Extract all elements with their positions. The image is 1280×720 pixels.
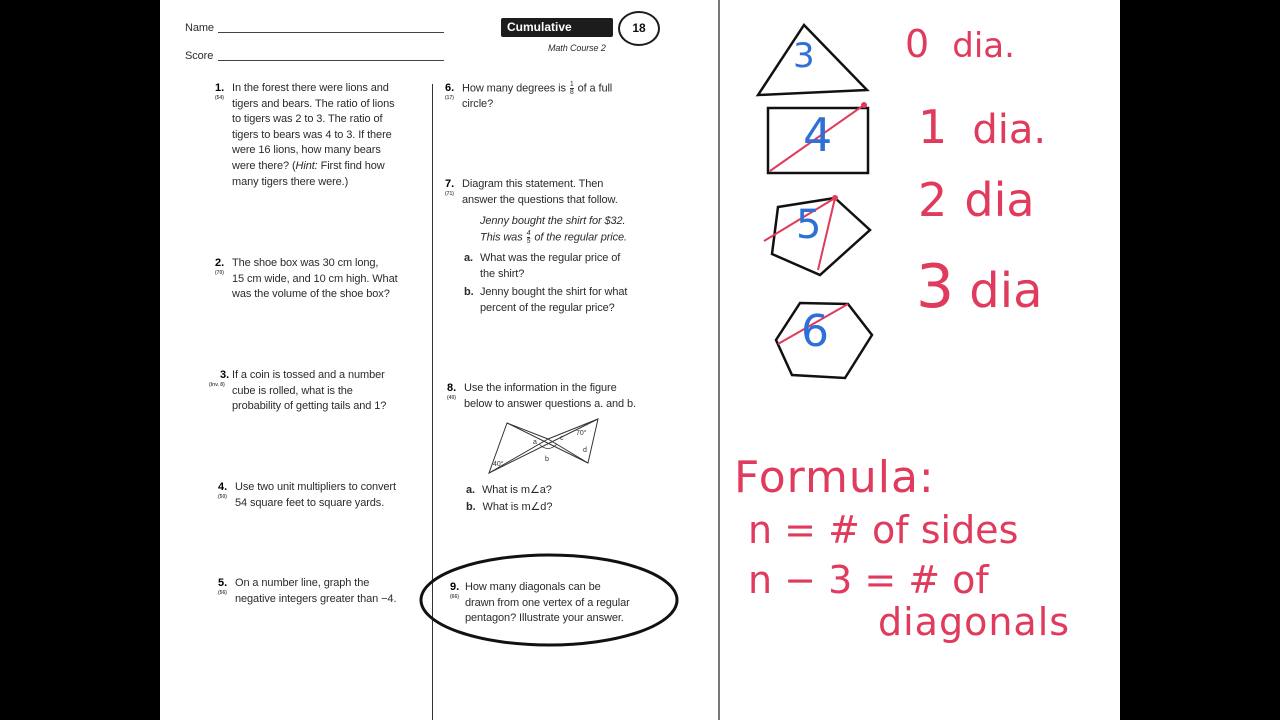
fig-label-c: c	[560, 435, 564, 442]
dia-label-3: 3 dia	[916, 252, 1043, 322]
question-line: circle?	[462, 98, 494, 110]
dia-label-1: 1 dia.	[918, 100, 1047, 154]
fraction: $\frac{1}{8}$	[569, 81, 574, 96]
statement-line: This was $\frac{4}{5}$ of the regular price.	[480, 229, 627, 245]
question-line: The shoe box was 30 cm long,	[232, 257, 379, 269]
question-line: pentagon? Illustrate your answer.	[465, 612, 624, 625]
question-number: 2.	[215, 257, 225, 269]
dia-label-0: 0 dia.	[905, 22, 1015, 66]
lesson-ref: (40)	[447, 395, 456, 401]
question-line: How many diagonals can be	[465, 581, 601, 593]
question-line: 54 square feet to square yards.	[235, 496, 385, 509]
question-line: If a coin is tossed and a number	[232, 369, 385, 381]
question-line: drawn from one vertex of a regular	[465, 596, 630, 609]
question-line: cube is rolled, what is the	[232, 384, 353, 397]
shape-number-5: 5	[796, 202, 822, 248]
question-number: 5.	[218, 577, 228, 589]
name-label: Name	[185, 22, 214, 34]
lesson-ref: (71)	[445, 191, 454, 197]
question-line: On a number line, graph the	[235, 577, 370, 589]
fig-angle-70: 70°	[576, 430, 587, 437]
question-line: How many degrees is $\frac{1}{8}$ of a full	[462, 81, 613, 96]
question-line: In the forest there were lions and	[232, 82, 389, 94]
question-number: 3.	[220, 369, 230, 381]
part-line: What is m∠d?	[482, 501, 553, 513]
question-line: Use the information in the figure	[464, 382, 617, 394]
part-line: What is m∠a?	[481, 484, 552, 496]
part-line: What was the regular price of	[480, 252, 621, 264]
question-line: answer the questions that follow.	[462, 193, 618, 206]
part-line: Jenny bought the shirt for what	[480, 286, 628, 298]
question-line: were there? (Hint: First find how	[232, 159, 385, 172]
banner-label: Cumulative	[507, 20, 572, 34]
formula-title: Formula:	[734, 452, 935, 503]
question-line: Diagram this statement. Then	[462, 178, 604, 190]
hint-word: Hint:	[295, 159, 318, 172]
worksheet-page	[160, 0, 720, 720]
question-number: 6.	[445, 82, 455, 94]
formula-line-3: diagonals	[878, 600, 1071, 644]
shape-number-3: 3	[793, 36, 815, 76]
test-number: 18	[632, 21, 646, 35]
lesson-ref: (17)	[445, 95, 454, 101]
screen-capture	[160, 0, 1120, 720]
question-line: below to answer questions a. and b.	[464, 397, 637, 410]
q9-circle-annotation	[415, 548, 683, 652]
test-number-badge	[618, 11, 660, 46]
name-line	[218, 32, 444, 33]
part-b: b. What is m∠d?	[466, 501, 553, 513]
dia-label-2: 2 dia	[918, 173, 1035, 227]
lesson-ref: (66)	[450, 594, 459, 600]
part-a: a. What was the regular price of the shirt?	[464, 251, 674, 282]
cumulative-banner	[501, 18, 613, 37]
shape-number-4: 4	[803, 108, 833, 162]
fig-label-b: b	[545, 456, 549, 463]
question-number: 9.	[450, 581, 460, 593]
question-line: Use two unit multipliers to convert	[235, 481, 396, 493]
bowtie-figure	[487, 417, 603, 477]
question-number: 8.	[447, 382, 457, 394]
lesson-ref: (Inv. 8)	[209, 382, 225, 388]
score-label: Score	[185, 50, 214, 62]
fig-angle-40: 40°	[493, 461, 504, 468]
score-line	[218, 60, 444, 61]
question-line: negative integers greater than −4.	[235, 592, 397, 605]
course-label: Math Course 2	[548, 43, 606, 53]
formula-line-1: n = # of sides	[748, 508, 1019, 552]
lesson-ref: (54)	[215, 95, 224, 101]
shape-number-6: 6	[801, 306, 829, 357]
statement-line: Jenny bought the shirt for $32.	[480, 215, 626, 227]
question-line: many tigers there were.)	[232, 175, 349, 188]
part-line: percent of the regular price?	[480, 301, 615, 314]
fraction: $\frac{4}{5}$	[526, 229, 531, 245]
question-line: were 16 lions, how many bears	[232, 144, 381, 157]
formula-line-2: n − 3 = # of	[748, 558, 989, 602]
page-edge	[718, 0, 720, 720]
question-number: 4.	[218, 481, 228, 493]
part-a: a. What is m∠a?	[466, 484, 552, 496]
part-line: the shirt?	[480, 267, 525, 280]
question-number: 1.	[215, 82, 225, 94]
lesson-ref: (50)	[218, 494, 227, 500]
question-number: 7.	[445, 178, 455, 190]
handwritten-notes	[730, 0, 1120, 720]
part-b: b. Jenny bought the shirt for what percent of the regular price?	[464, 285, 674, 316]
lesson-ref: (56)	[218, 590, 227, 596]
fig-label-d: d	[583, 447, 587, 454]
question-line: probability of getting tails and 1?	[232, 400, 387, 413]
question-line: tigers and bears. The ratio of lions	[232, 97, 395, 110]
question-line: to tigers was 2 to 3. The ratio of	[232, 113, 383, 126]
lesson-ref: (70)	[215, 270, 224, 276]
question-line: 15 cm wide, and 10 cm high. What	[232, 272, 398, 285]
fig-label-a: a	[533, 439, 537, 446]
question-line: tigers to bears was 4 to 3. If there	[232, 128, 392, 141]
question-line: was the volume of the shoe box?	[232, 288, 390, 301]
